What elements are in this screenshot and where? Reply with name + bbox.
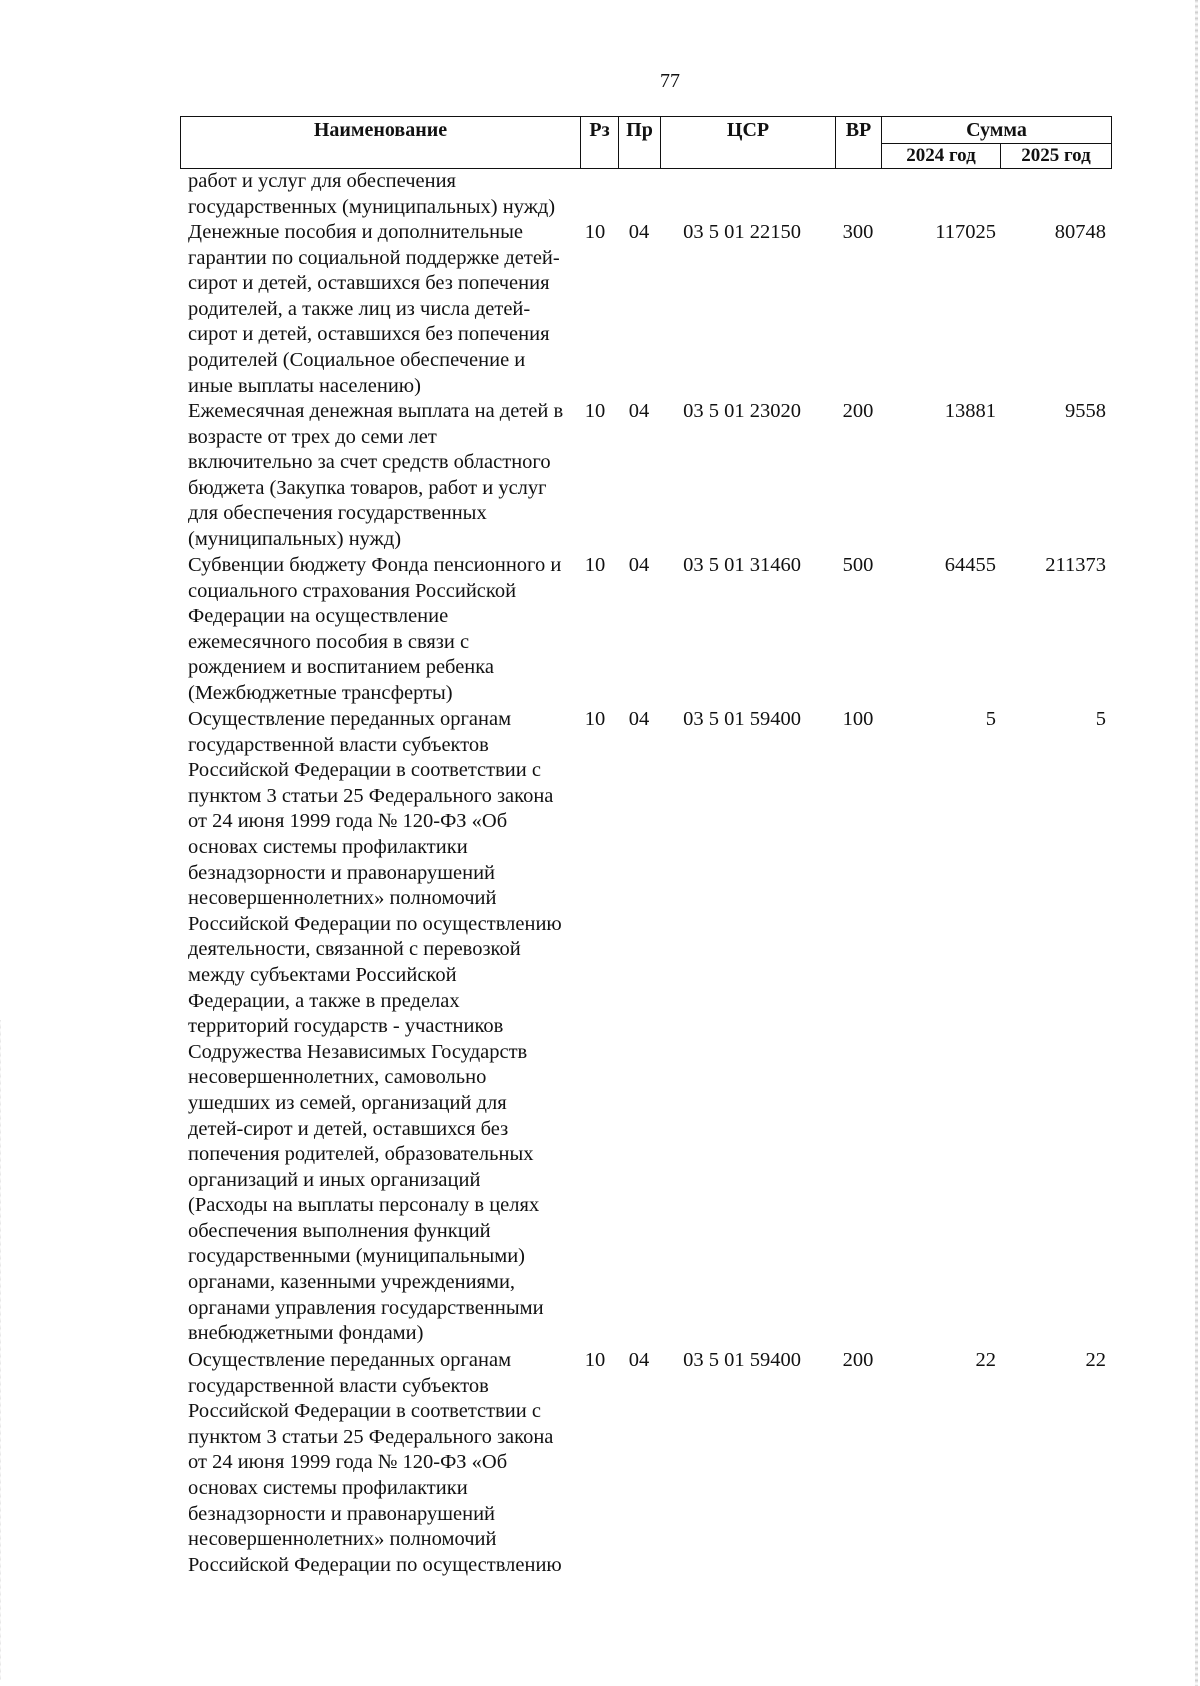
table-header (180, 116, 1112, 169)
row-2025: 22 (1085, 1349, 1106, 1371)
row-vr: 500 (842, 554, 874, 576)
row-2024: 117025 (935, 221, 996, 243)
row-pr: 04 (628, 221, 650, 243)
row-rz: 10 (584, 708, 606, 730)
row-rz: 10 (584, 1349, 606, 1371)
row-2025: 211373 (1045, 554, 1106, 576)
row-2024: 13881 (944, 400, 996, 422)
row-csr: 03 5 01 31460 (683, 554, 801, 576)
header-rz: Рз (581, 117, 619, 169)
scan-edge-left (0, 1020, 1, 1680)
row-vr: 200 (842, 400, 874, 422)
row-rz: 10 (584, 221, 606, 243)
row-pr: 04 (628, 708, 650, 730)
row-pr: 04 (628, 1349, 650, 1371)
row-2024: 64455 (944, 554, 996, 576)
row-pr: 04 (628, 554, 650, 576)
header-year-2024: 2024 год (882, 144, 1001, 169)
row-csr: 03 5 01 59400 (683, 1349, 801, 1371)
row-name: Осуществление переданных органам государственной власти субъектов Российской Федерации в соответствии с пунктом 3 статьи 25 Федерального закона от 24 июня 1999 года № 120-ФЗ «Об основах системы профилактики безнадзорности и правонарушений несовершеннолетних» полномочий Российской Федерации по осуществлению деятельности, связанной с перевозкой между субъектами Российской Федерации, а также в пределах территорий государств - участников Содружества Независимых Государств несовершеннолетних, самовольно ушедших из семей, организаций для детей-сирот и детей, оставшихся без попечения родителей, образовательных организаций и иных организаций (Расходы на выплаты персоналу в целях обеспечения выполнения функций государственными (муниципальными) органами, казенными учреждениями, органами управления государственными внебюджетными фондами) (188, 708, 562, 1345)
row-csr: 03 5 01 59400 (683, 708, 801, 730)
row-vr: 100 (842, 708, 874, 730)
row-2024: 5 (985, 708, 996, 730)
header-name: Наименование (181, 117, 581, 169)
row-csr: 03 5 01 23020 (683, 400, 801, 422)
row-2024: 22 (975, 1349, 996, 1371)
header-sum: Сумма (882, 117, 1112, 144)
row-vr: 300 (842, 221, 874, 243)
row-name: Денежные пособия и дополнительные гарантии по социальной поддержке детей- сирот и детей, оставшихся без попечения родителей, а также лиц из числа детей- сирот и детей, оставшихся без попечения родителей (Социальное обеспечение и иные выплаты населению) (188, 221, 560, 397)
header-year-2025: 2025 год (1001, 144, 1112, 169)
row-rz: 10 (584, 400, 606, 422)
row-2025: 80748 (1054, 221, 1106, 243)
row-2025: 5 (1095, 708, 1106, 730)
row-name: Осуществление переданных органам государственной власти субъектов Российской Федерации в соответствии с пунктом 3 статьи 25 Федерального закона от 24 июня 1999 года № 120-ФЗ «Об основах системы профилактики безнадзорности и правонарушений несовершеннолетних» полномочий Российской Федерации по осуществлению (188, 1349, 562, 1576)
row-name: Ежемесячная денежная выплата на детей в возрасте от трех до семи лет включительно за счет средств областного бюджета (Закупка товаров, работ и услуг для обеспечения государственных (муниципальных) нужд) (188, 400, 564, 550)
row-2025: 9558 (1065, 400, 1106, 422)
header-pr: Пр (619, 117, 661, 169)
row-rz: 10 (584, 554, 606, 576)
page-number: 77 (660, 70, 680, 92)
row-name: Субвенции бюджету Фонда пенсионного и социального страхования Российской Федерации на осуществление ежемесячного пособия в связи с рождением и воспитанием ребенка (Межбюджетные трансферты) (188, 554, 562, 704)
header-csr: ЦСР (661, 117, 836, 169)
row-csr: 03 5 01 22150 (683, 221, 801, 243)
header-vr: ВР (836, 117, 882, 169)
row-name: работ и услуг для обеспечения государственных (муниципальных) нужд) (188, 170, 556, 218)
scan-edge-right (1195, 0, 1198, 1686)
row-vr: 200 (842, 1349, 874, 1371)
row-pr: 04 (628, 400, 650, 422)
